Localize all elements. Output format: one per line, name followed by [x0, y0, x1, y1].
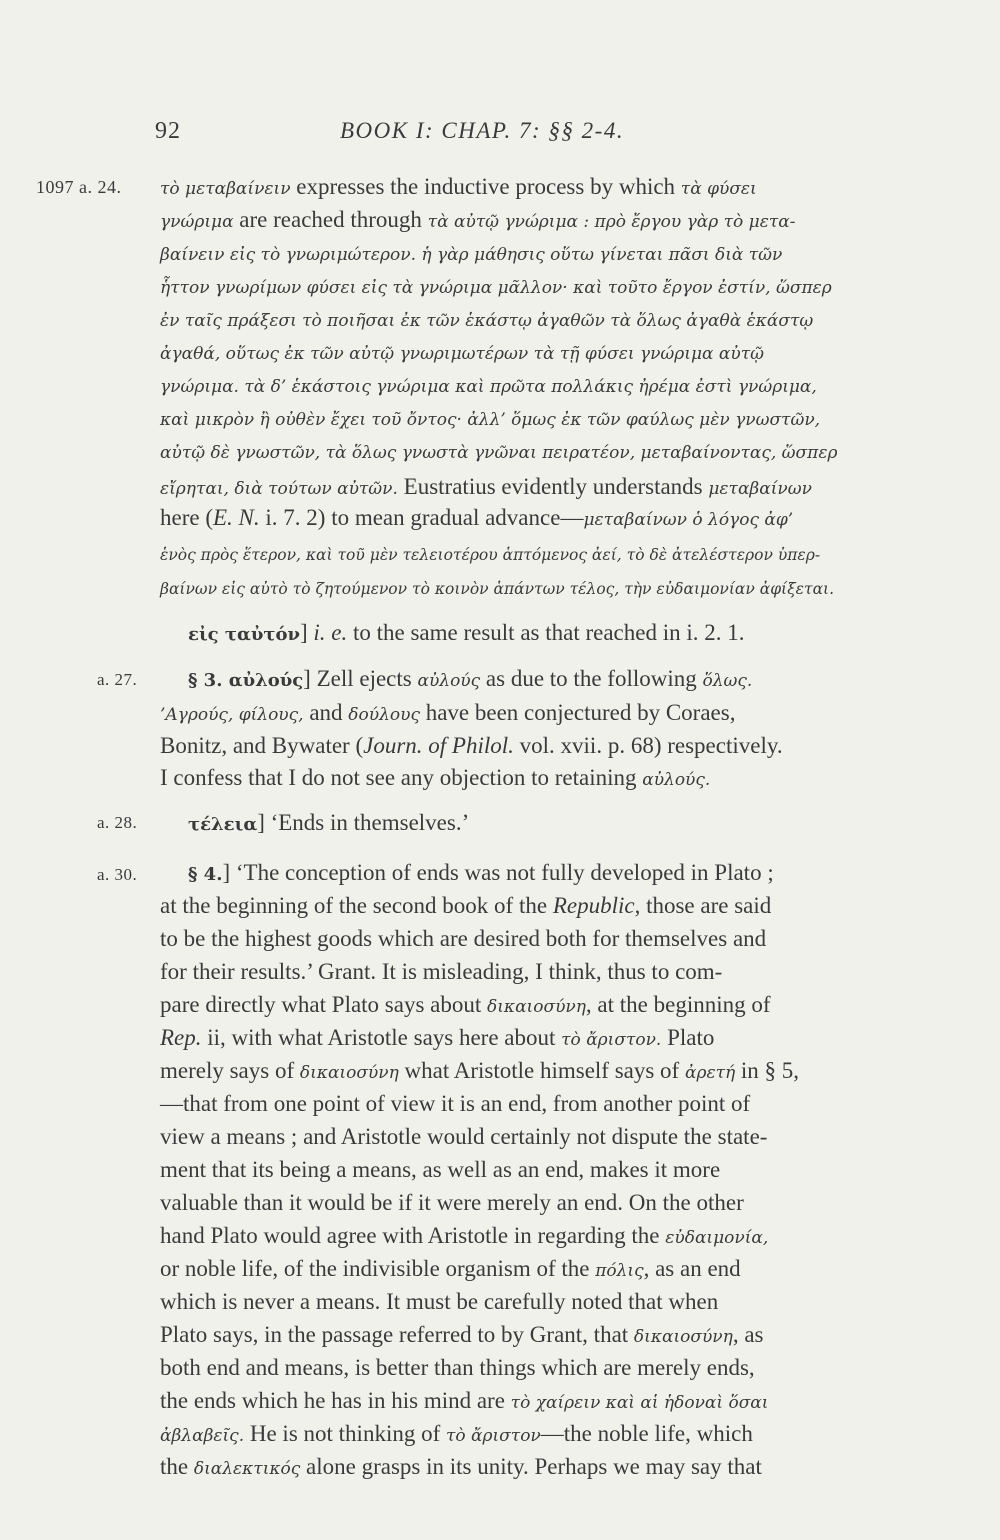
- greek-phrase: τὸ ἄριστον: [446, 1426, 541, 1446]
- greek-phrase: καὶ μικρὸν ἢ οὐθὲν ἔχει τοῦ ὄντος· ἀλλ’ ὅμως ἐκ τῶν φαύλως μὲν γνωστῶν,: [160, 410, 821, 430]
- text-line: ἀβλαβεῖς. He is not thinking of τὸ ἄριστον—the noble life, which: [160, 1421, 753, 1446]
- text-line: [160, 438, 837, 464]
- text-line: [160, 240, 782, 266]
- text-line: ment that its being a means, as well as an end, makes it more: [160, 1157, 721, 1182]
- greek-phrase: ’Αγρούς, φίλους,: [160, 705, 304, 725]
- text-line: at the beginning of the second book of the Republic, those are said: [160, 893, 772, 918]
- margin-reference: a. 28.: [97, 813, 138, 832]
- greek-phrase: βαίνειν εἰς τὸ γνωριμώτερον. ἡ γὰρ μάθησις οὕτω γίνεται πᾶσι διὰ τῶν: [160, 245, 783, 265]
- lemma-line: § 3. αὐλούς] Zell ejects αὐλούς as due to the following ὅλως.: [188, 666, 753, 691]
- text-line: Rep. ii, with what Aristotle says here about τὸ ἄριστον. Plato: [160, 1025, 715, 1050]
- greek-phrase: διαλεκτικός: [193, 1459, 301, 1479]
- greek-phrase: δικαιοσύνη: [299, 1063, 399, 1083]
- text-line: the διαλεκτικός alone grasps in its unity. Perhaps we may say that: [160, 1454, 762, 1479]
- text-line: or noble life, of the indivisible organism of the πόλις, as an end: [160, 1256, 741, 1281]
- greek-phrase: δικαιοσύνη: [487, 997, 586, 1017]
- greek-phrase: βαίνων εἰς αὐτὸ τὸ ζητούμενον τὸ κοινὸν ἁπάντων τέλος, τὴν εὐδαιμονίαν ἀφίξεται.: [160, 580, 835, 598]
- text-line: Plato says, in the passage referred to by Grant, that δικαιοσύνη, as: [160, 1322, 764, 1347]
- text-line: hand Plato would agree with Aristotle in regarding the εὐδαιμονία,: [160, 1223, 769, 1248]
- text-line: Bonitz, and Bywater (Journ. of Philol. vol. xvii. p. 68) respectively.: [160, 733, 783, 758]
- greek-phrase: ἐν ταῖς πράξεσι τὸ ποιῆσαι ἐκ τῶν ἑκάστῳ ἀγαθῶν τὰ ὅλως ἀγαθὰ ἑκάστῳ: [160, 311, 814, 331]
- text-line: —that from one point of view it is an end, from another point of: [160, 1091, 751, 1116]
- text-line: [160, 372, 817, 398]
- text-line: [160, 339, 764, 365]
- text-line: γνώριμα are reached through τὰ αὐτῷ γνώριμα : πρὸ ἔργου γὰρ τὸ μετα-: [160, 207, 796, 232]
- greek-phrase: τὸ χαίρειν καὶ αἱ ἡδοναὶ ὅσαι: [510, 1393, 769, 1413]
- lemma: αὐλούς: [228, 670, 304, 691]
- text-line: the ends which he has in his mind are τὸ χαίρειν καὶ αἱ ἡδοναὶ ὅσαι: [160, 1388, 769, 1413]
- greek-phrase: γνώριμα: [160, 212, 234, 232]
- greek-phrase: εὐδαιμονία,: [665, 1228, 769, 1248]
- greek-phrase: αὐλούς.: [642, 770, 711, 790]
- greek-phrase: μεταβαίνων ὁ λόγος ἀφ’: [583, 510, 794, 530]
- greek-phrase: ἀγαθά, οὕτως ἐκ τῶν αὐτῷ γνωριμωτέρων τὰ τῇ φύσει γνώριμα αὐτῷ: [160, 344, 764, 364]
- greek-phrase: γνώριμα. τὰ δ’ ἑκάστοις γνώριμα καὶ πρῶτα πολλάκις ἠρέμα ἐστὶ γνώριμα,: [160, 377, 817, 397]
- text-line: [160, 306, 813, 332]
- greek-phrase: δούλους: [348, 705, 420, 725]
- text-line: view a means ; and Aristotle would certainly not dispute the state-: [160, 1124, 768, 1149]
- page-header: [155, 118, 915, 148]
- greek-phrase: τὸ ἄριστον.: [561, 1030, 662, 1050]
- greek-phrase: πόλις: [595, 1261, 644, 1281]
- greek-phrase: εἴρηται, διὰ τούτων αὐτῶν.: [160, 479, 398, 499]
- text-line: merely says of δικαιοσύνη what Aristotle himself says of ἀρετή in § 5,: [160, 1058, 800, 1083]
- lemma-line: τέλεια] ‘Ends in themselves.’: [188, 810, 470, 835]
- page-number: 92: [155, 118, 181, 144]
- text-line: valuable than it would be if it were merely an end. On the other: [160, 1190, 744, 1215]
- text-line: εἴρηται, διὰ τούτων αὐτῶν. Eustratius evidently understands μεταβαίνων: [160, 474, 812, 499]
- greek-phrase: αὐλούς: [417, 671, 481, 691]
- greek-phrase: τὰ φύσει: [680, 179, 757, 199]
- text-line: here (E. N. i. 7. 2) to mean gradual advance—μεταβαίνων ὁ λόγος ἀφ’: [160, 505, 794, 530]
- greek-phrase: ἑνὸς πρὸς ἕτερον, καὶ τοῦ μὲν τελειοτέρου ἁπτόμενος ἀεί, τὸ δὲ ἀτελέστερον ὑπερ-: [160, 546, 821, 564]
- lemma: τέλεια: [188, 814, 258, 835]
- text-line: [160, 405, 820, 431]
- section-mark: § 4.: [188, 864, 223, 885]
- text-line: to be the highest goods which are desired both for themselves and: [160, 926, 767, 951]
- text-line: [160, 540, 820, 566]
- text-line: for their results.’ Grant. It is misleading, I think, thus to com-: [160, 959, 723, 984]
- section-mark: § 3.: [188, 670, 229, 691]
- greek-phrase: μεταβαίνων: [708, 479, 812, 499]
- margin-reference: 1097 a. 24.: [36, 177, 122, 197]
- lemma-line: § 4.] ‘The conception of ends was not fully developed in Plato ;: [188, 860, 774, 885]
- text-line: which is never a means. It must be carefully noted that when: [160, 1289, 719, 1314]
- text-line: [160, 273, 832, 299]
- margin-reference: a. 30.: [97, 865, 138, 884]
- greek-phrase: τὰ αὐτῷ γνώριμα : πρὸ ἔργου γὰρ τὸ μετα-: [427, 212, 796, 232]
- text-line: [160, 574, 834, 600]
- text-line: pare directly what Plato says about δικαιοσύνη, at the beginning of: [160, 992, 771, 1017]
- margin-reference: a. 27.: [97, 670, 138, 689]
- greek-phrase: ἀβλαβεῖς.: [160, 1426, 245, 1446]
- greek-phrase: ὅλως.: [702, 671, 753, 691]
- running-head: BOOK I: CHAP. 7: §§ 2-4.: [340, 118, 625, 143]
- greek-phrase: αὐτῷ δὲ γνωστῶν, τὰ ὅλως γνωστὰ γνῶναι πειρατέον, μεταβαίνοντας, ὥσπερ: [160, 443, 838, 463]
- text-line: τὸ μεταβαίνειν expresses the inductive process by which τὰ φύσει: [160, 174, 757, 199]
- greek-phrase: τὸ μεταβαίνειν: [160, 179, 291, 199]
- lemma-line: εἰς ταὐτόν] i. e. to the same result as that reached in i. 2. 1.: [188, 620, 745, 645]
- text-line: ’Αγρούς, φίλους, and δούλους have been conjectured by Coraes,: [160, 700, 736, 725]
- text-line: I confess that I do not see any objection to retaining αὐλούς.: [160, 765, 711, 790]
- greek-phrase: δικαιοσύνη: [633, 1327, 733, 1347]
- text-line: both end and means, is better than things which are merely ends,: [160, 1355, 755, 1380]
- greek-phrase: ἀρετή: [684, 1063, 736, 1083]
- lemma: εἰς ταὐτόν: [188, 624, 300, 645]
- greek-phrase: ἧττον γνωρίμων φύσει εἰς τὰ γνώριμα μᾶλλον· καὶ τοῦτο ἔργον ἐστίν, ὥσπερ: [160, 278, 832, 298]
